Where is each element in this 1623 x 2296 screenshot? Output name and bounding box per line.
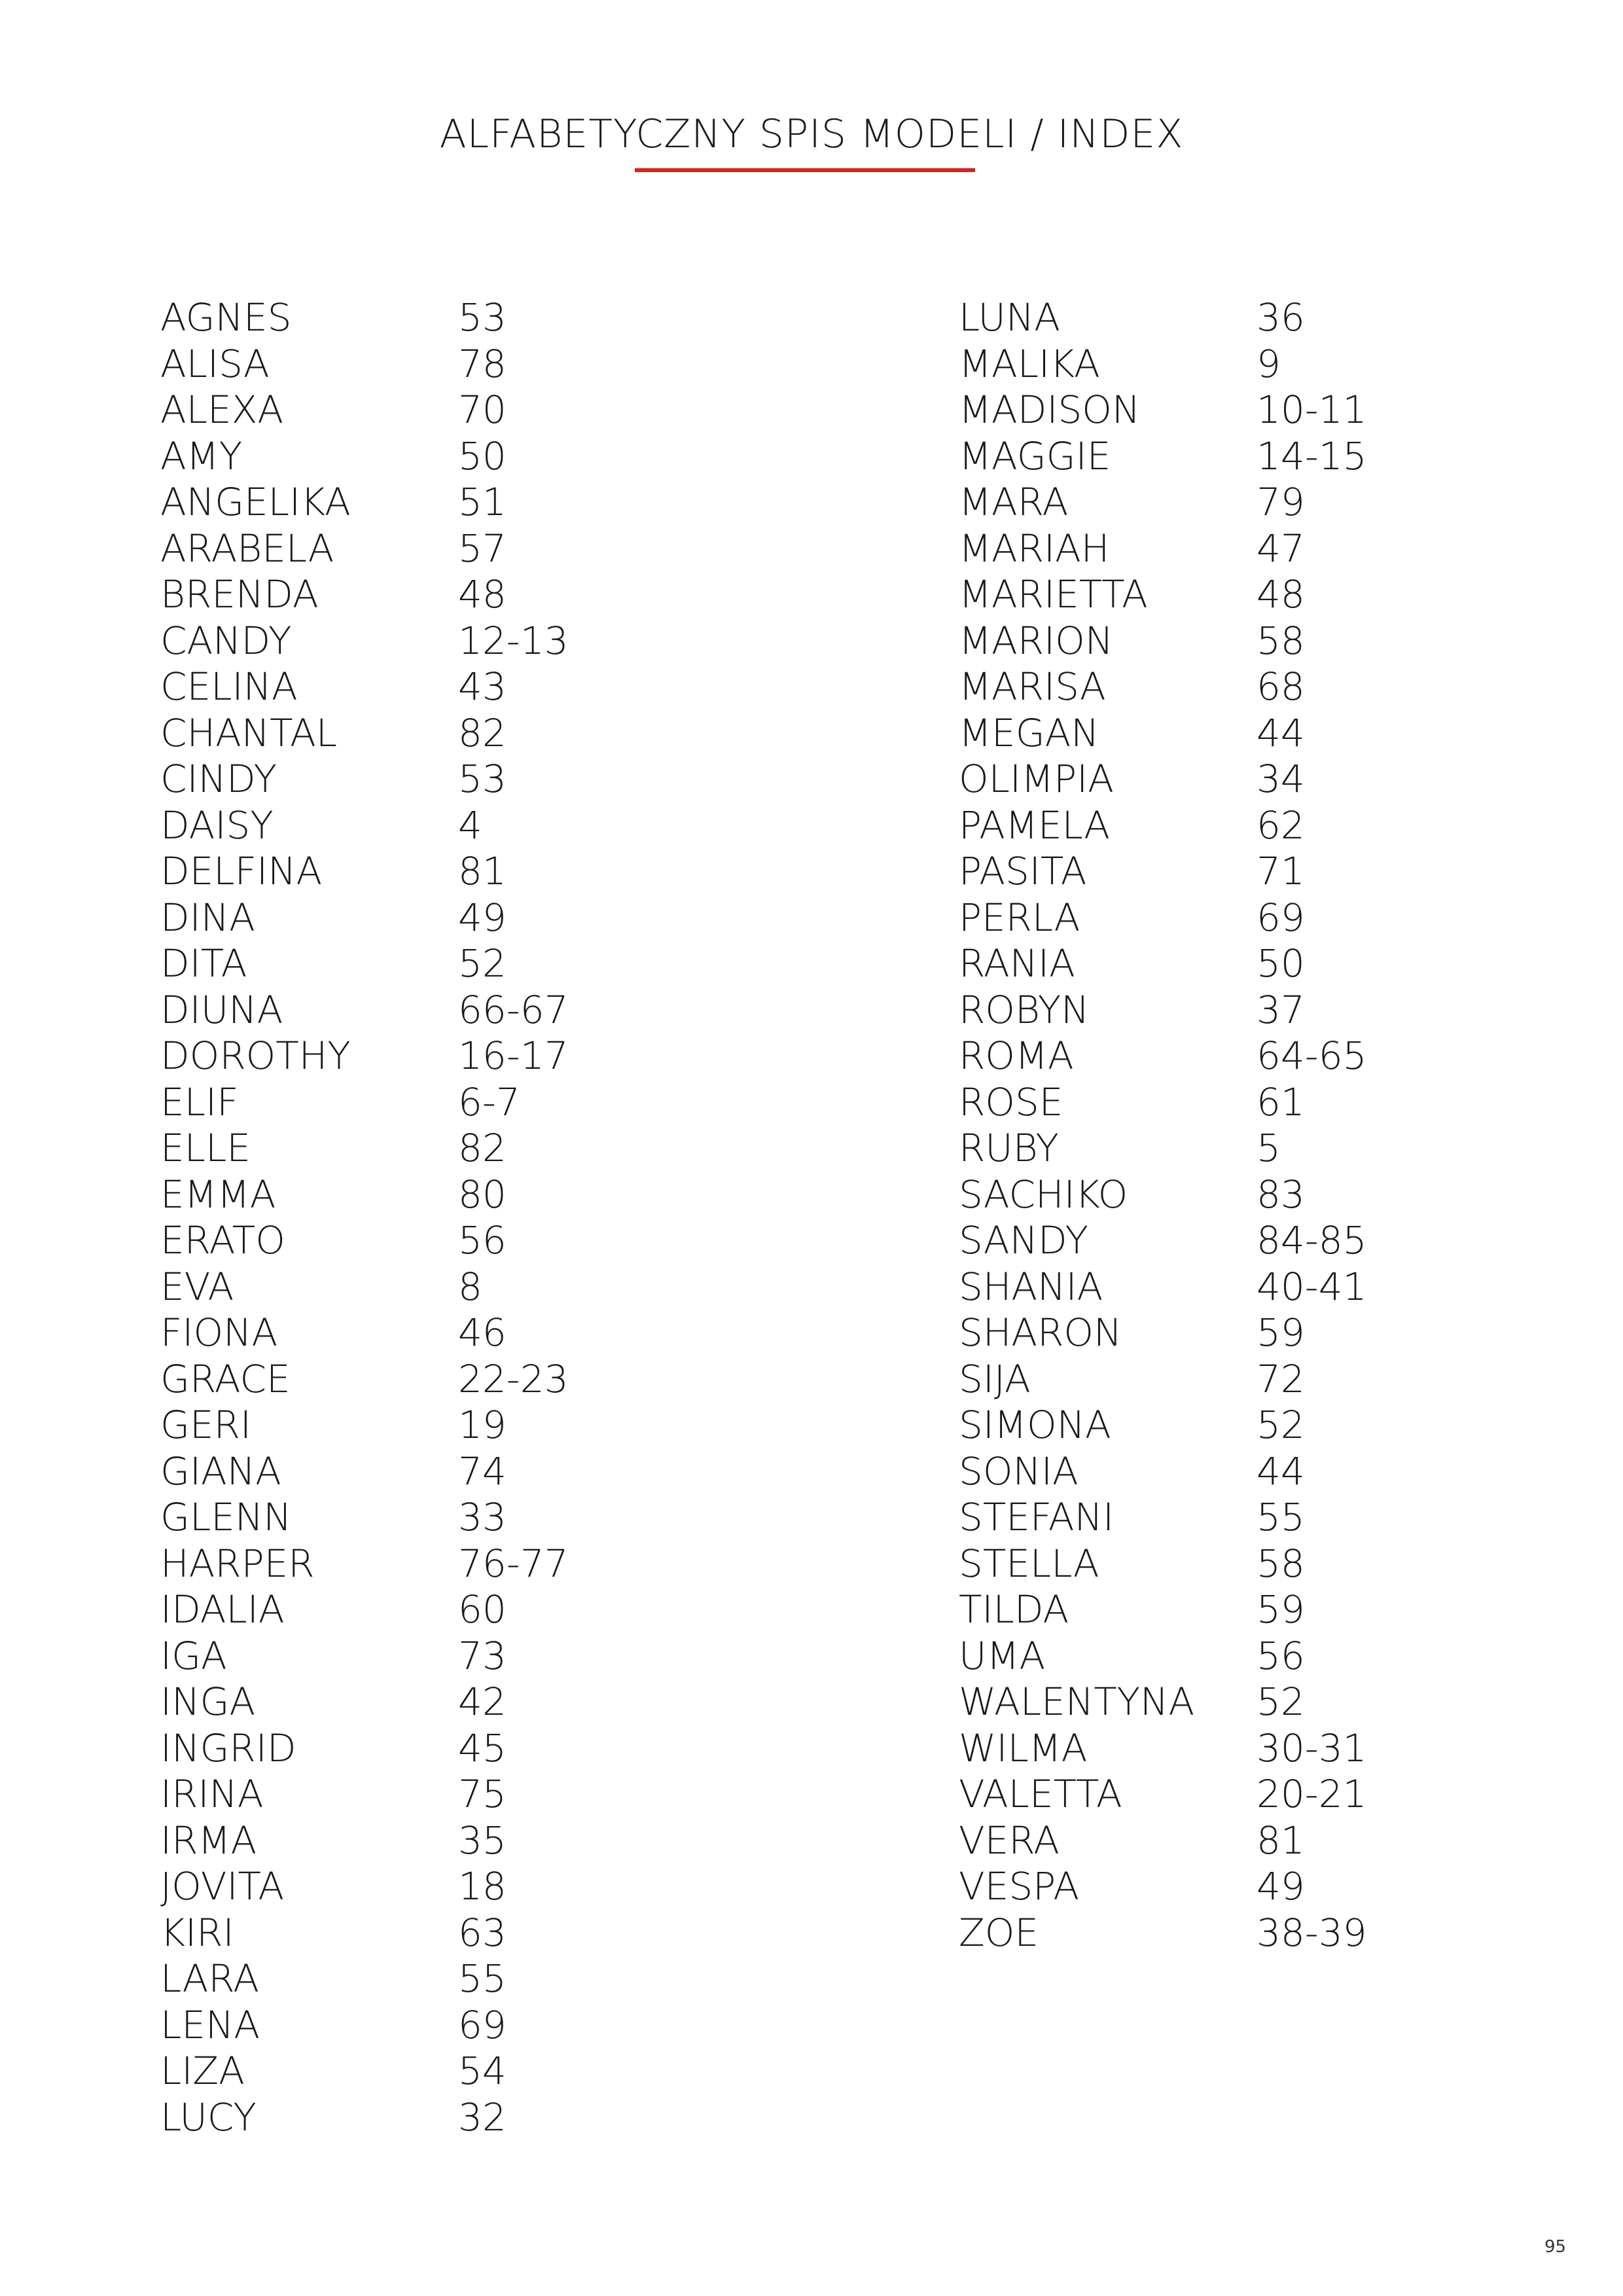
model-name: SHARON [959,1310,1122,1355]
page-reference: 37 [1257,987,1305,1032]
model-name: MEGAN [959,710,1099,755]
model-name: PAMELA [959,802,1110,848]
model-name: VERA [959,1818,1060,1863]
index-entry [160,2094,569,2141]
page-reference: 46 [458,1310,507,1355]
model-name: ROMA [959,1033,1074,1078]
model-name: RUBY [959,1126,1059,1170]
page-reference: 71 [1257,849,1305,893]
page-reference: 53 [458,295,507,340]
page-reference: 48 [1257,572,1305,617]
model-name: INGA [160,1679,256,1724]
model-name: MARION [959,618,1114,663]
page-reference: 80 [458,1172,507,1217]
index-entry [160,1448,569,1495]
index-entry [959,1033,1367,1079]
model-name: OLIMPIA [959,757,1114,801]
index-entry [959,433,1367,480]
index-entry [959,848,1367,895]
model-name: MARISA [959,664,1106,709]
page-reference: 84-85 [1257,1218,1367,1263]
model-name: DOROTHY [160,1033,351,1078]
index-entry [160,341,569,387]
index-entry [160,756,569,802]
model-name: IDALIA [160,1587,285,1632]
page-reference: 69 [458,2002,507,2047]
model-name: WALENTYNA [959,1679,1195,1724]
page-reference: 6-7 [458,1079,520,1124]
page-reference: 16-17 [458,1033,569,1078]
page-reference: 48 [458,572,507,617]
page-reference: 32 [458,2094,507,2140]
page-reference: 8 [458,1264,482,1309]
model-name: SONIA [959,1448,1079,1494]
index-entry [160,1725,569,1772]
index-entry [160,1771,569,1818]
model-name: GRACE [160,1356,291,1401]
model-name: PERLA [959,895,1080,940]
page-reference: 59 [1257,1587,1305,1632]
index-entry [959,295,1367,341]
model-name: ARABELA [160,526,334,571]
page-reference: 72 [1257,1356,1305,1401]
model-name: MARIAH [959,526,1110,571]
page-reference: 55 [1257,1495,1305,1539]
index-entry [959,618,1367,664]
page-reference: 52 [1257,1679,1305,1724]
model-name: ROSE [959,1079,1063,1124]
page-reference: 49 [458,895,507,940]
index-column-left [160,295,569,2140]
index-entry [959,1494,1367,1541]
index-entry [160,1356,569,1403]
page-reference: 83 [1257,1172,1305,1217]
page-reference: 82 [458,710,507,755]
index-entry [160,802,569,849]
page-reference: 62 [1257,802,1305,848]
index-entry [160,1494,569,1541]
model-name: DINA [160,895,255,940]
model-name: ROBYN [959,987,1090,1032]
model-name: IGA [160,1633,227,1678]
index-entry [959,1863,1367,1910]
page-reference: 50 [1257,941,1305,986]
index-entry [160,1541,569,1587]
page-reference: 74 [458,1448,507,1494]
page-reference: 18 [458,1864,507,1909]
index-entry [160,1033,569,1079]
model-name: SIJA [959,1356,1031,1401]
index-entry [959,1541,1367,1587]
index-entry [160,1402,569,1448]
page-reference: 69 [1257,895,1305,940]
page-reference: 78 [458,341,507,386]
page-reference: 44 [1257,1448,1305,1494]
page-reference: 52 [458,941,507,986]
model-name: TILDA [959,1587,1069,1632]
index-entry [160,387,569,433]
model-name: DELFINA [160,849,323,893]
index-entry [959,1402,1367,1448]
index-entry [959,1217,1367,1264]
index-entry [160,710,569,757]
page-reference: 22-23 [458,1356,569,1401]
index-entry [959,1818,1367,1864]
index-entry [160,1587,569,1633]
page-reference: 38-39 [1257,1910,1367,1955]
page-reference: 20-21 [1257,1772,1367,1816]
page-reference: 81 [458,849,507,893]
page-reference: 12-13 [458,618,569,663]
model-name: SANDY [959,1218,1088,1263]
page-reference: 19 [458,1403,507,1447]
page-reference: 9 [1257,341,1281,386]
model-name: ZOE [959,1910,1039,1955]
page-reference: 54 [458,2049,507,2093]
model-name: ELLE [160,1126,251,1170]
model-name: PASITA [959,849,1087,893]
index-entry [160,1172,569,1218]
model-name: RANIA [959,941,1075,986]
page-reference: 34 [1257,757,1305,801]
page-reference: 30-31 [1257,1725,1367,1770]
page-reference: 57 [458,526,507,571]
index-entry [160,1863,569,1910]
index-entry [160,941,569,987]
index-entry [959,341,1367,387]
index-entry [160,2002,569,2049]
page-reference: 4 [458,802,482,848]
model-name: CINDY [160,757,277,801]
model-name: IRINA [160,1772,264,1816]
model-name: SIMONA [959,1403,1111,1447]
model-name: BRENDA [160,572,319,617]
model-name: IRMA [160,1818,257,1863]
page-reference: 81 [1257,1818,1305,1863]
page-reference: 82 [458,1126,507,1170]
page-reference: 64-65 [1257,1033,1367,1078]
page-reference: 35 [458,1818,507,1863]
model-name: DITA [160,941,247,986]
model-name: MAGGIE [959,433,1111,478]
page-reference: 36 [1257,295,1305,340]
model-name: AMY [160,433,243,478]
page-reference: 14-15 [1257,433,1367,478]
page-reference: 44 [1257,710,1305,755]
page-reference: 66-67 [458,987,569,1032]
index-entry [959,526,1367,572]
index-entry [160,618,569,664]
index-entry [959,664,1367,710]
model-name: LUNA [959,295,1060,340]
index-entry [959,987,1367,1033]
model-name: WILMA [959,1725,1088,1770]
page-reference: 50 [458,433,507,478]
page-reference: 55 [458,1956,507,2001]
index-column-right [959,295,1367,1956]
index-entry [959,802,1367,849]
index-entry [959,756,1367,802]
index-entry [160,1079,569,1126]
model-name: UMA [959,1633,1046,1678]
model-name: ELIF [160,1079,239,1124]
index-entry [959,1587,1367,1633]
index-entry [160,1633,569,1679]
index-entry [160,479,569,526]
page-reference: 63 [458,1910,507,1955]
model-name: MARIETTA [959,572,1148,617]
model-name: ERATO [160,1218,285,1263]
model-name: DIUNA [160,987,283,1032]
index-entry [959,479,1367,526]
index-entry [160,1818,569,1864]
index-entry [959,387,1367,433]
page-reference: 45 [458,1725,507,1770]
page-reference: 56 [1257,1633,1305,1678]
model-name: STEFANI [959,1495,1115,1539]
index-entry [959,571,1367,618]
title-underline [635,168,975,172]
index-entry [959,1679,1367,1725]
page-reference: 68 [1257,664,1305,709]
index-entry [160,895,569,941]
index-entry [160,1264,569,1310]
index-entry [160,1217,569,1264]
page-reference: 76-77 [458,1541,569,1586]
model-name: EVA [160,1264,234,1309]
model-name: SHANIA [959,1264,1103,1309]
model-name: ANGELIKA [160,480,351,524]
model-name: ALEXA [160,387,284,432]
index-entry [959,1079,1367,1126]
model-name: INGRID [160,1725,296,1770]
index-entry [959,1725,1367,1772]
model-name: MADISON [959,387,1141,432]
index-entry [160,1310,569,1356]
model-name: EMMA [160,1172,276,1217]
index-entry [160,1956,569,2002]
page-reference: 61 [1257,1079,1305,1124]
index-entry [160,987,569,1033]
page-reference: 51 [458,480,507,524]
page-reference: 33 [458,1495,507,1539]
index-entry [160,664,569,710]
index-entry [959,710,1367,757]
model-name: CHANTAL [160,710,338,755]
index-entry [959,1448,1367,1495]
index-entry [959,1356,1367,1403]
page-reference: 40-41 [1257,1264,1367,1309]
model-name: DAISY [160,802,274,848]
model-name: ALISA [160,341,270,386]
index-entry [959,1310,1367,1356]
model-name: FIONA [160,1310,278,1355]
page-reference: 43 [458,664,507,709]
page-reference: 52 [1257,1403,1305,1447]
model-name: GLENN [160,1495,292,1539]
page-reference: 79 [1257,480,1305,524]
model-name: AGNES [160,295,292,340]
model-name: GERI [160,1403,251,1447]
index-entry [959,1264,1367,1310]
page-reference: 73 [458,1633,507,1678]
model-name: JOVITA [160,1864,285,1909]
model-name: SACHIKO [959,1172,1128,1217]
index-entry [959,941,1367,987]
index-entry [959,1633,1367,1679]
page-reference: 58 [1257,618,1305,663]
model-name: VESPA [959,1864,1080,1909]
page-reference: 49 [1257,1864,1305,1909]
page-title: ALFABETYCZNY SPIS MODELI / INDEX [439,111,1184,157]
model-name: LARA [160,1956,259,2001]
index-entry [160,1910,569,1956]
page-reference: 10-11 [1257,387,1367,432]
model-name: STELLA [959,1541,1099,1586]
index-entry [160,571,569,618]
page-reference: 59 [1257,1310,1305,1355]
index-entry [959,1771,1367,1818]
page-reference: 56 [458,1218,507,1263]
index-entry [959,895,1367,941]
page-reference: 60 [458,1587,507,1632]
index-entry [160,295,569,341]
index-entry [160,433,569,480]
model-name: KIRI [160,1910,234,1955]
model-name: MALIKA [959,341,1100,386]
index-entry [160,526,569,572]
model-name: CELINA [160,664,298,709]
page-reference: 47 [1257,526,1305,571]
model-name: LUCY [160,2094,257,2140]
index-entry [959,1125,1367,1172]
page-number: 95 [1544,2237,1567,2257]
page-reference: 75 [458,1772,507,1816]
page-reference: 58 [1257,1541,1305,1586]
model-name: CANDY [160,618,292,663]
model-name: HARPER [160,1541,315,1586]
index-entry [160,848,569,895]
index-entry [160,1679,569,1725]
index-entry [959,1172,1367,1218]
page-reference: 42 [458,1679,507,1724]
page-reference: 70 [458,387,507,432]
model-name: GIANA [160,1448,281,1494]
page-reference: 53 [458,757,507,801]
page-reference: 5 [1257,1126,1281,1170]
model-name: MARA [959,480,1069,524]
model-name: LENA [160,2002,260,2047]
model-name: VALETTA [959,1772,1122,1816]
index-entry [959,1910,1367,1956]
model-name: LIZA [160,2049,245,2093]
index-entry [160,2048,569,2094]
index-entry [160,1125,569,1172]
